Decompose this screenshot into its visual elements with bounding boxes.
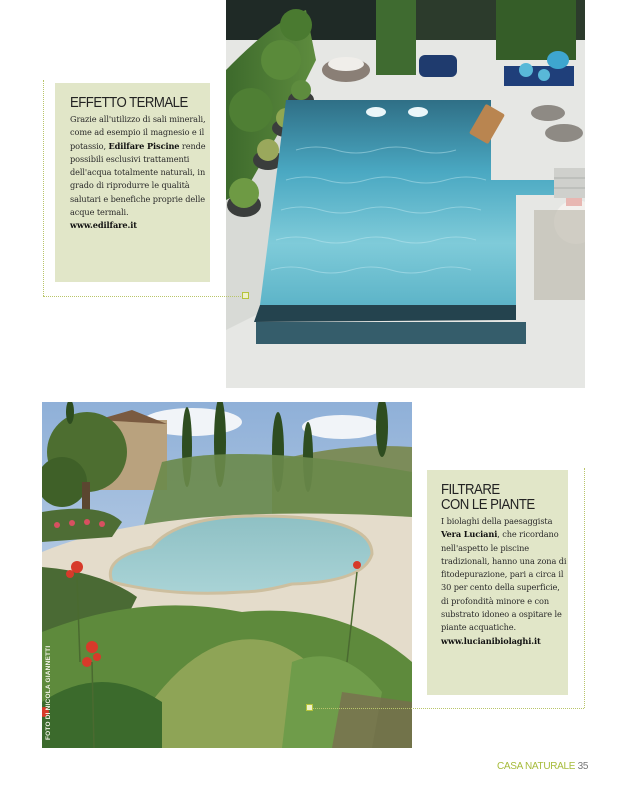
page-footer	[497, 761, 588, 772]
magazine-name: CASA NATURALE	[497, 761, 576, 772]
pool-photo	[226, 0, 585, 388]
sidebar-title-line2: CON LE PIANTE	[441, 496, 535, 513]
pool-image	[226, 0, 585, 388]
biolake-image	[42, 402, 412, 748]
body-text: rende possibili esclusivi trattamenti dell'acqua totalmente naturali, in grado di riprodurre le qualità salutari e benefiche proprie delle acque termali.	[70, 140, 206, 218]
frame-line-vertical	[584, 468, 585, 708]
body-text: I biolaghi della paesaggista	[441, 516, 553, 526]
designer-name: Vera Luciani	[441, 529, 498, 540]
sidebar-title-line1: FILTRARE	[441, 481, 500, 498]
frame-marker	[242, 292, 249, 299]
website-link[interactable]: www.lucianibiolaghi.it	[441, 635, 541, 646]
website-link[interactable]: www.edilfare.it	[70, 220, 137, 231]
sidebar-body	[441, 515, 568, 648]
frame-line-horizontal	[43, 296, 243, 297]
sidebar-effetto-termale	[55, 83, 210, 282]
frame-marker	[306, 704, 313, 711]
sidebar-filtrare-con-le-piante	[427, 470, 568, 695]
body-text: Grazie all'utilizzo di sali minerali, come ad esempio il magnesio e il potassio,	[70, 114, 206, 151]
sidebar-body	[70, 113, 210, 233]
frame-line-horizontal	[312, 708, 584, 709]
photo-credit: FOTO DI NICOLA GIANNETTI	[45, 645, 52, 740]
biolake-photo	[42, 402, 412, 748]
page-number: 35	[577, 761, 589, 772]
sidebar-title: EFFETTO TERMALE	[70, 94, 188, 111]
brand-name: Edilfare Piscine	[108, 140, 180, 151]
body-text: , che ricordano nell'aspetto le piscine tradizionali, hanno una zona di fitodepurazione, pari a circa il 30 per cento della superficie, di profondità minore e con substrato idoneo a ospitare le piante acquatiche.	[441, 529, 567, 633]
frame-line-vertical	[43, 80, 44, 296]
